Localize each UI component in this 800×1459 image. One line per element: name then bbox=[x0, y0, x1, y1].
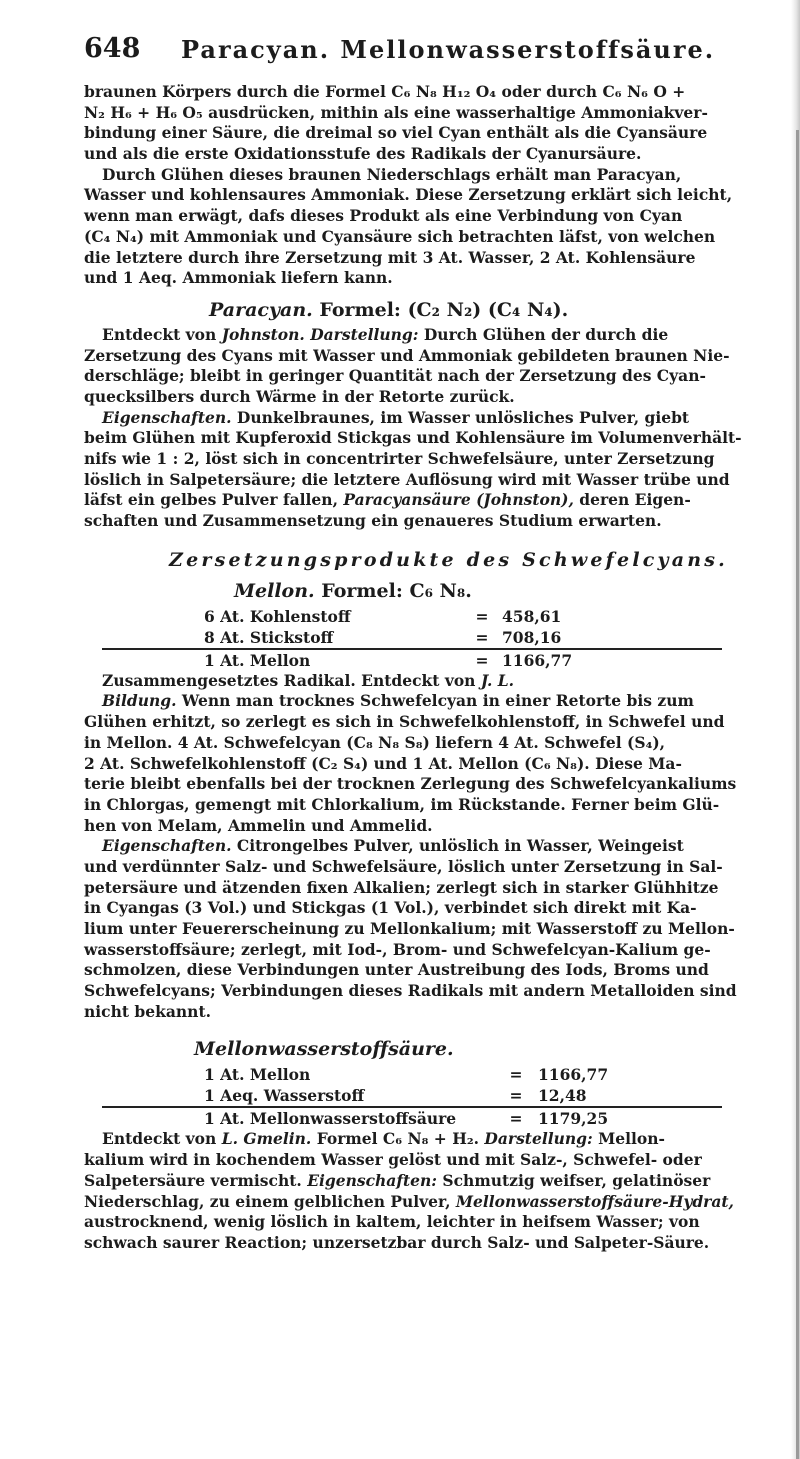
table-row: 1 At. Mellon = 1166,77 bbox=[204, 1065, 609, 1085]
text-line: und als die erste Oxidationsstufe des Radikals der Cyanursäure. bbox=[84, 144, 642, 164]
text-line: terie bleibt ebenfalls bei der trocknen Zerlegung des Schwefelcyankaliums bbox=[84, 774, 737, 794]
text-line: austrocknend, wenig löslich in kaltem, leichter in heifsem Wasser; von bbox=[84, 1212, 700, 1232]
mws-table bbox=[102, 1064, 742, 1129]
text-line: schaften und Zusammensetzung ein genaueres Studium erwarten. bbox=[84, 511, 662, 531]
mellon-formula: Formel: C₆ N₈. bbox=[321, 579, 472, 602]
page-edge-line bbox=[796, 130, 799, 1459]
text-line: in Chlorgas, gemengt mit Chlorkalium, im Rückstande. Ferner beim Glü- bbox=[84, 794, 720, 814]
text-line: nifs wie 1 : 2, löst sich in concentrirter Schwefelsäure, unter Zersetzung bbox=[84, 449, 715, 468]
text-line: die letztere durch ihre Zersetzung mit 3 At. Wasser, 2 At. Kohlensäure bbox=[84, 247, 696, 267]
text-line: braunen Körpers durch die Formel C₆ N₈ H₁₂ O₄ oder durch C₆ N₆ O + bbox=[84, 82, 686, 101]
table-row-total: 1 At. Mellonwasserstoffsäure = 1179,25 bbox=[204, 1109, 609, 1129]
text-line: 2 At. Schwefelkohlenstoff (C₂ S₄) und 1 At. Mellon (C₆ N₈). Diese Ma- bbox=[84, 753, 682, 773]
text-line: hen von Melam, Ammelin und Ammelid. bbox=[84, 815, 433, 835]
text-line: Durch Glühen dieses braunen Niederschlags erhält man Paracyan, bbox=[102, 164, 682, 184]
text-line: Zersetzung des Cyans mit Wasser und Ammoniak gebildeten braunen Nie- bbox=[84, 345, 730, 365]
section-heading: Zersetzungsprodukte des Schwefelcyans. bbox=[169, 548, 728, 571]
paracyan-title: Paracyan. bbox=[209, 298, 313, 321]
text-line: Salpetersäure vermischt. Eigenschaften: Schmutzig weifser, gelatinöser bbox=[84, 1170, 711, 1190]
text-line: wenn man erwägt, dafs dieses Produkt als eine Verbindung von Cyan bbox=[84, 206, 683, 226]
text-line: Bildung. Wenn man trocknes Schwefelcyan in einer Retorte bis zum bbox=[102, 691, 694, 711]
text-line: N₂ H₆ + H₆ O₅ ausdrücken, mithin als eine wasserhaltige Ammoniakver- bbox=[84, 102, 708, 122]
text-line: wasserstoffsäure; zerlegt, mit Iod-, Brom- und Schwefelcyan-Kalium ge- bbox=[84, 939, 711, 959]
text-line: lium unter Feuererscheinung zu Mellonkalium; mit Wasserstoff zu Mellon- bbox=[84, 919, 735, 938]
table-row: 6 At. Kohlenstoff = 458,61 bbox=[204, 606, 562, 626]
text-line: Zusammengesetztes Radikal. Entdeckt von J. L. bbox=[102, 670, 515, 690]
text-line: schmolzen, diese Verbindungen unter Austreibung des Iods, Broms und bbox=[84, 960, 709, 980]
page-body bbox=[84, 82, 774, 1254]
text-line: Eigenschaften. Citrongelbes Pulver, unlöslich in Wasser, Weingeist bbox=[102, 836, 684, 856]
table-row: 8 At. Stickstoff = 708,16 bbox=[102, 627, 722, 650]
text-line: Glühen erhitzt, so zerlegt es sich in Schwefelkohlenstoff, in Schwefel und bbox=[84, 712, 725, 732]
paracyan-formula: Formel: (C₂ N₂) (C₄ N₄). bbox=[319, 298, 569, 321]
mellon-heading bbox=[84, 576, 774, 606]
text-line: Eigenschaften. Dunkelbraunes, im Wasser unlösliches Pulver, giebt bbox=[102, 407, 690, 427]
text-line: derschläge; bleibt in geringer Quantität nach der Zersetzung des Cyan- bbox=[84, 366, 706, 386]
text-line: und 1 Aeq. Ammoniak liefern kann. bbox=[84, 268, 393, 288]
text-line: schwach saurer Reaction; unzersetzbar durch Salz- und Salpeter-Säure. bbox=[84, 1232, 710, 1252]
text-line: (C₄ N₄) mit Ammoniak und Cyansäure sich betrachten läfst, von welchen bbox=[84, 226, 716, 246]
paracyan-heading bbox=[84, 295, 774, 325]
table-row-total: 1 At. Mellon = 1166,77 bbox=[204, 650, 573, 670]
text-line: Entdeckt von L. Gmelin. Formel C₆ N₈ + H₂. Darstellung: Mellon- bbox=[102, 1129, 665, 1149]
page-number: 648 bbox=[84, 33, 141, 64]
mellon-title: Mellon. bbox=[234, 579, 315, 602]
text-line: petersäure und ätzenden fixen Alkalien; zerlegt sich in starker Glühhitze bbox=[84, 877, 719, 897]
text-line: in Cyangas (3 Vol.) und Stickgas (1 Vol.), verbindet sich direkt mit Ka- bbox=[84, 898, 697, 918]
text-line: quecksilbers durch Wärme in der Retorte zurück. bbox=[84, 386, 515, 406]
text-line: kalium wird in kochendem Wasser gelöst und mit Salz-, Schwefel- oder bbox=[84, 1150, 702, 1170]
text-line: Wasser und kohlensaures Ammoniak. Diese Zersetzung erklärt sich leicht, bbox=[84, 185, 733, 205]
text-line: läfst ein gelbes Pulver fallen, Paracyansäure (Johnston), deren Eigen- bbox=[84, 490, 691, 510]
text-line: in Mellon. 4 At. Schwefelcyan (C₈ N₈ S₈) liefern 4 At. Schwefel (S₄), bbox=[84, 732, 666, 752]
mws-title: Mellonwasserstoffsäure. bbox=[194, 1038, 454, 1061]
text-line: Schwefelcyans; Verbindungen dieses Radikals mit andern Metalloiden sind bbox=[84, 981, 737, 1001]
text-line: Niederschlag, zu einem gelblichen Pulver, Mellonwasserstoffsäure-Hydrat, bbox=[84, 1191, 734, 1211]
text-line: beim Glühen mit Kupferoxid Stickgas und Kohlensäure im Volumenverhält- bbox=[84, 428, 742, 448]
text-line: nicht bekannt. bbox=[84, 1001, 211, 1021]
text-line: bindung einer Säure, die dreimal so viel Cyan enthält als die Cyansäure bbox=[84, 123, 708, 143]
mellon-table bbox=[102, 606, 742, 671]
table-row: 1 Aeq. Wasserstoff = 12,48 bbox=[102, 1085, 722, 1108]
text-line: Entdeckt von Johnston. Darstellung: Durch Glühen der durch die bbox=[102, 324, 669, 344]
running-title: Paracyan. Mellonwasserstoffsäure. bbox=[181, 35, 716, 64]
text-line: und verdünnter Salz- und Schwefelsäure, löslich unter Zersetzung in Sal- bbox=[84, 856, 723, 876]
page-header bbox=[84, 33, 764, 69]
text-line: löslich in Salpetersäure; die letztere Auflösung wird mit Wasser trübe und bbox=[84, 469, 730, 489]
